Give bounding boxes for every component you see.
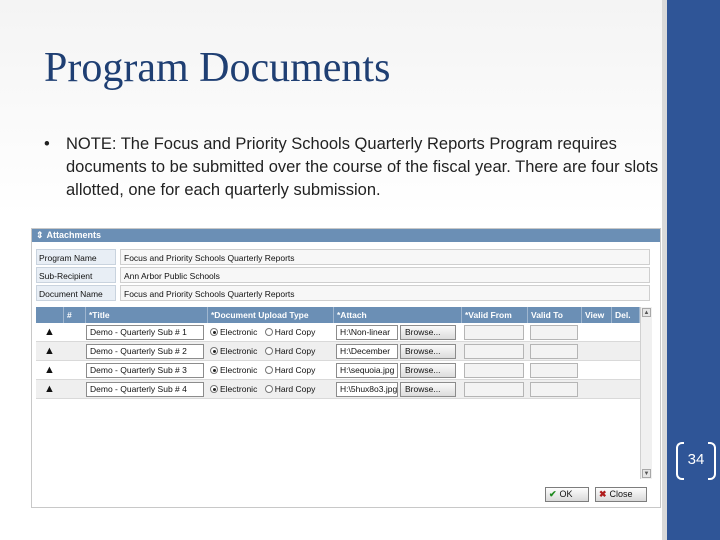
- valid-to-input[interactable]: [530, 344, 578, 359]
- collapse-arrows-icon[interactable]: ⇕: [36, 230, 44, 240]
- title-input[interactable]: Demo - Quarterly Sub # 3: [86, 363, 204, 378]
- title-input[interactable]: Demo - Quarterly Sub # 2: [86, 344, 204, 359]
- valid-to-input[interactable]: [530, 325, 578, 340]
- browse-button[interactable]: Browse...: [400, 344, 456, 359]
- browse-button[interactable]: Browse...: [400, 363, 456, 378]
- attachments-header-label: Attachments: [46, 230, 102, 240]
- table-row: [36, 342, 640, 361]
- grid-scrollbar[interactable]: [640, 307, 652, 479]
- browse-button[interactable]: Browse...: [400, 325, 456, 340]
- valid-from-input[interactable]: [464, 344, 524, 359]
- scroll-down-icon[interactable]: ▼: [643, 471, 650, 477]
- valid-to-input[interactable]: [530, 363, 578, 378]
- col-del: Del.: [612, 307, 640, 323]
- hard-copy-label: Hard Copy: [274, 384, 316, 394]
- table-row: [36, 380, 640, 399]
- upload-type-radios: [210, 382, 315, 397]
- attachments-panel: [31, 228, 661, 508]
- col-upload-type[interactable]: *Document Upload Type: [208, 307, 334, 323]
- table-row: [36, 361, 640, 380]
- ok-button[interactable]: [545, 487, 589, 502]
- col-attach[interactable]: *Attach: [334, 307, 462, 323]
- hard-copy-label: Hard Copy: [274, 346, 316, 356]
- electronic-label: Electronic: [220, 327, 258, 337]
- scroll-up-icon[interactable]: ▲: [643, 310, 650, 316]
- page-number-text: 34: [687, 451, 705, 468]
- attach-path-input[interactable]: H:\Non-linear: [336, 325, 398, 340]
- info-row-document: [36, 285, 650, 301]
- col-view: View: [582, 307, 612, 323]
- upload-type-radios: [210, 363, 315, 378]
- move-up-icon[interactable]: ▲: [44, 364, 55, 376]
- upload-type-radios: [210, 325, 315, 340]
- bullet-note: [44, 133, 664, 202]
- attachments-grid: [36, 307, 640, 399]
- sub-recipient-value: Ann Arbor Public Schools: [120, 267, 650, 283]
- grid-header: [36, 307, 640, 323]
- hard-copy-radio[interactable]: [265, 385, 273, 393]
- document-name-value: Focus and Priority Schools Quarterly Reports: [120, 285, 650, 301]
- electronic-radio[interactable]: [210, 347, 218, 355]
- hard-copy-radio[interactable]: [265, 366, 273, 374]
- check-icon: ✔: [549, 489, 557, 499]
- attachments-header[interactable]: [32, 229, 660, 242]
- info-row-subrecipient: [36, 267, 650, 283]
- info-row-program: [36, 249, 650, 265]
- hard-copy-label: Hard Copy: [274, 327, 316, 337]
- valid-from-input[interactable]: [464, 363, 524, 378]
- valid-to-input[interactable]: [530, 382, 578, 397]
- table-row: [36, 323, 640, 342]
- ok-label: OK: [559, 489, 573, 499]
- browse-button[interactable]: Browse...: [400, 382, 456, 397]
- electronic-label: Electronic: [220, 346, 258, 356]
- move-up-icon[interactable]: ▲: [44, 383, 55, 395]
- hard-copy-radio[interactable]: [265, 347, 273, 355]
- electronic-radio[interactable]: [210, 366, 218, 374]
- electronic-radio[interactable]: [210, 328, 218, 336]
- title-input[interactable]: Demo - Quarterly Sub # 1: [86, 325, 204, 340]
- col-valid-to[interactable]: Valid To: [528, 307, 582, 323]
- attach-path-input[interactable]: H:\sequoia.jpg: [336, 363, 398, 378]
- col-blank: [36, 307, 64, 323]
- bullet-text: NOTE: The Focus and Priority Schools Quarterly Reports Program requires documents to be submitted over the course of the fiscal year. There are four slots allotted, one for each quarterly submission.: [66, 135, 659, 199]
- page-number: [676, 440, 716, 482]
- move-up-icon[interactable]: ▲: [44, 326, 55, 338]
- title-input[interactable]: Demo - Quarterly Sub # 4: [86, 382, 204, 397]
- hard-copy-label: Hard Copy: [274, 365, 316, 375]
- attach-path-input[interactable]: H:\December: [336, 344, 398, 359]
- program-name-label: Program Name: [36, 249, 116, 265]
- move-up-icon[interactable]: ▲: [44, 345, 55, 357]
- valid-from-input[interactable]: [464, 325, 524, 340]
- col-valid-from[interactable]: *Valid From: [462, 307, 528, 323]
- sub-recipient-label: Sub-Recipient: [36, 267, 116, 283]
- upload-type-radios: [210, 344, 315, 359]
- col-title[interactable]: *Title: [86, 307, 208, 323]
- bullet-symbol: •: [44, 135, 50, 153]
- close-icon: ✖: [599, 489, 607, 499]
- slide-title: Program Documents: [44, 45, 391, 91]
- electronic-radio[interactable]: [210, 385, 218, 393]
- valid-from-input[interactable]: [464, 382, 524, 397]
- close-button[interactable]: [595, 487, 647, 502]
- attach-path-input[interactable]: H:\5hux8o3.jpg: [336, 382, 398, 397]
- program-name-value: Focus and Priority Schools Quarterly Reports: [120, 249, 650, 265]
- hard-copy-radio[interactable]: [265, 328, 273, 336]
- close-label: Close: [609, 489, 633, 499]
- col-number: #: [64, 307, 86, 323]
- electronic-label: Electronic: [220, 384, 258, 394]
- electronic-label: Electronic: [220, 365, 258, 375]
- document-name-label: Document Name: [36, 285, 116, 301]
